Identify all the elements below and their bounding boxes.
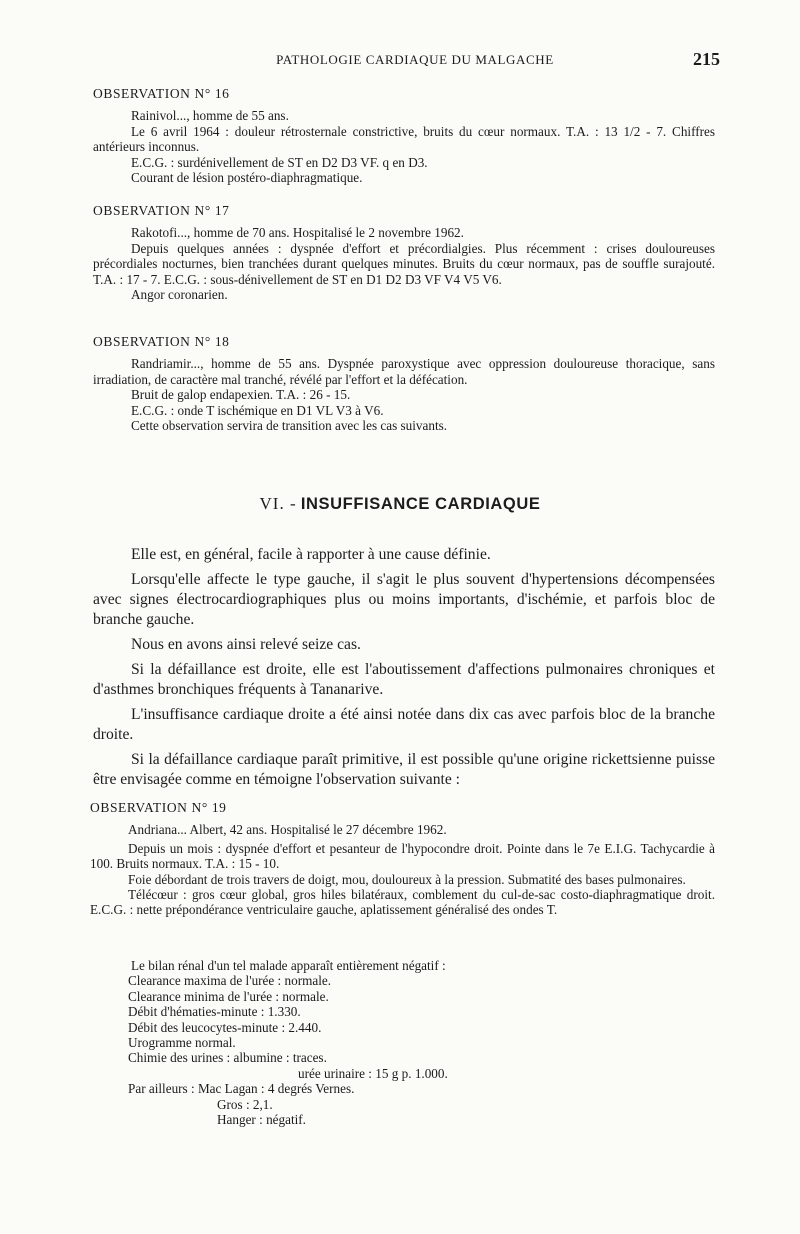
observation-line: Rainivol..., homme de 55 ans. [131, 108, 289, 124]
observation-19 [90, 800, 715, 918]
paragraph: L'insuffisance cardiaque droite a été ainsi notée dans dix cas avec parfois bloc de la branche droite. [93, 706, 715, 743]
observation-line: Randriamir..., homme de 55 ans. Dyspnée paroxystique avec oppression douloureuse thoracique, sans irradiation, de caractère mal tranché, révélé par l'effort et la défécation. [93, 356, 715, 387]
section-heading [0, 494, 800, 514]
observation-line: Angor coronarien. [131, 287, 228, 303]
list-item: Débit des leucocytes-minute : 2.440. [128, 1019, 322, 1035]
page-number: 215 [693, 49, 720, 69]
paragraph: Si la défaillance est droite, elle est l'aboutissement d'affections pulmonaires chroniques et d'asthmes bronchiques fréquents à Tananarive. [93, 661, 715, 698]
observation-line: Le 6 avril 1964 : douleur rétrosternale constrictive, bruits du cœur normaux. T.A. : 13 1/2 - 7. Chiffres antérieurs inconnus. [93, 123, 715, 155]
observation-line: Depuis un mois : dyspnée d'effort et pesanteur de l'hypocondre droit. Pointe dans le 7e E.I.G. Tachycardie à 100. Bruits normaux. T.A. : 15 - 10. [90, 840, 715, 872]
observation-line: Bruit de galop endapexien. T.A. : 26 - 15. [131, 387, 351, 403]
observation-line: Courant de lésion postéro-diaphragmatique. [131, 170, 363, 186]
paragraph: Nous en avons ainsi relevé seize cas. [131, 636, 361, 653]
observation-16 [93, 86, 715, 185]
list-item: Le bilan rénal d'un tel malade apparaît entièrement négatif : [131, 958, 446, 973]
section-number: VI. - [259, 494, 297, 513]
list-item: urée urinaire : 15 g p. 1.000. [298, 1065, 448, 1081]
observation-line: Télécœur : gros cœur global, gros hiles bilatéraux, comblement du cul-de-sac costo-diaphragmatique droit. E.C.G. : nette prépondérance ventriculaire gauche, aplatissement généralisé des ondes T. [90, 887, 715, 918]
observation-line: E.C.G. : surdénivellement de ST en D2 D3 VF. q en D3. [131, 154, 428, 170]
observation-title: OBSERVATION N° 18 [93, 334, 230, 349]
observation-line: Rakotofi..., homme de 70 ans. Hospitalisé le 2 novembre 1962. [131, 225, 464, 241]
paragraph: Lorsqu'elle affecte le type gauche, il s'agit le plus souvent d'hypertensions décompensées avec signes électrocardiographiques plus ou moins importants, d'ischémie, et parfois bloc de branche gauche. [93, 571, 715, 628]
paragraph: Elle est, en général, facile à rapporter à une cause définie. [131, 546, 491, 563]
list-item: Par ailleurs : Mac Lagan : 4 degrés Vernes. [128, 1081, 355, 1097]
section-body [93, 545, 715, 795]
observation-line: Cette observation servira de transition avec les cas suivants. [131, 418, 448, 434]
renal-workup-list [128, 958, 608, 1127]
section-title: INSUFFISANCE CARDIAQUE [300, 495, 541, 513]
list-item: Débit d'hématies-minute : 1.330. [128, 1004, 301, 1020]
observation-18 [93, 334, 715, 433]
list-item: Gros : 2,1. [217, 1096, 273, 1112]
observation-17 [93, 203, 715, 302]
running-title: PATHOLOGIE CARDIAQUE DU MALGACHE [276, 52, 554, 67]
list-item: Clearance minima de l'urée : normale. [128, 988, 329, 1004]
list-item: Hanger : négatif. [217, 1112, 306, 1128]
observation-title: OBSERVATION N° 19 [90, 800, 227, 815]
observation-line: Andriana... Albert, 42 ans. Hospitalisé le 27 décembre 1962. [128, 822, 447, 838]
list-item: Chimie des urines : albumine : traces. [128, 1050, 327, 1066]
observation-line: Depuis quelques années : dyspnée d'effort et précordialgies. Plus récemment : crises douloureuses précordiales nocturnes, bien tranchées durant quelques minutes. Bruits du cœur normaux, pas de souffle surajouté. T.A. : 17 - 7. E.C.G. : sous-dénivellement de ST en D1 D2 D3 VF V4 V5 V6. [93, 240, 715, 287]
list-item: Clearance maxima de l'urée : normale. [128, 973, 332, 989]
observation-title: OBSERVATION N° 17 [93, 203, 230, 218]
observation-line: E.C.G. : onde T ischémique en D1 VL V3 à V6. [131, 402, 384, 418]
observation-line: Foie débordant de trois travers de doigt, mou, douloureux à la pression. Submatité des bases pulmonaires. [128, 871, 686, 887]
observation-title: OBSERVATION N° 16 [93, 86, 230, 101]
list-item: Urogramme normal. [128, 1035, 236, 1051]
paragraph: Si la défaillance cardiaque paraît primitive, il est possible qu'une origine rickettsienne puisse être envisagée comme en témoigne l'observation suivante : [93, 751, 715, 788]
